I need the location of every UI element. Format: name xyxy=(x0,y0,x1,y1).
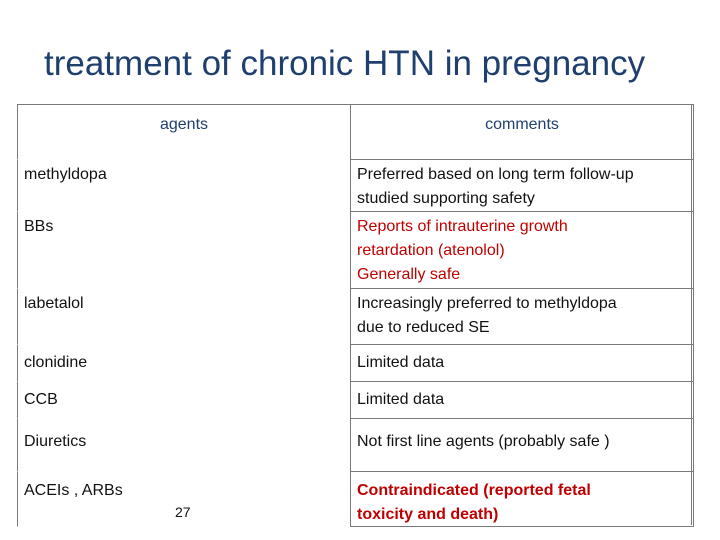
comment-cell-clonidine: Limited data xyxy=(350,344,694,382)
comment-cell-diuretics: Not first line agents (probably safe ) xyxy=(350,418,694,472)
agent-cell-methyldopa: methyldopa xyxy=(17,159,351,212)
agent-cell-diuretics: Diuretics xyxy=(17,418,351,472)
page-number: 27 xyxy=(175,504,191,520)
comment-cell-aceis-arbs: Contraindicated (reported fetal toxicity and death) xyxy=(350,471,694,527)
comment-cell-labetalol: Increasingly preferred to methyldopa due to reduced SE xyxy=(350,288,694,345)
comment-cell-methyldopa: Preferred based on long term follow-up studied supporting safety xyxy=(350,159,694,212)
header-comments: comments xyxy=(350,104,694,160)
agent-cell-labetalol: labetalol xyxy=(17,288,351,345)
comment-cell-ccb: Limited data xyxy=(350,381,694,419)
agent-cell-clonidine: clonidine xyxy=(17,344,351,382)
comment-cell-bbs: Reports of intrauterine growth retardation (atenolol) Generally safe xyxy=(350,211,694,289)
agent-cell-aceis-arbs: ACEIs , ARBs xyxy=(17,471,351,527)
treatment-table xyxy=(17,104,692,525)
page-title: treatment of chronic HTN in pregnancy xyxy=(44,44,646,83)
agent-cell-ccb: CCB xyxy=(17,381,351,419)
agent-cell-bbs: BBs xyxy=(17,211,351,289)
header-agents: agents xyxy=(17,104,351,160)
